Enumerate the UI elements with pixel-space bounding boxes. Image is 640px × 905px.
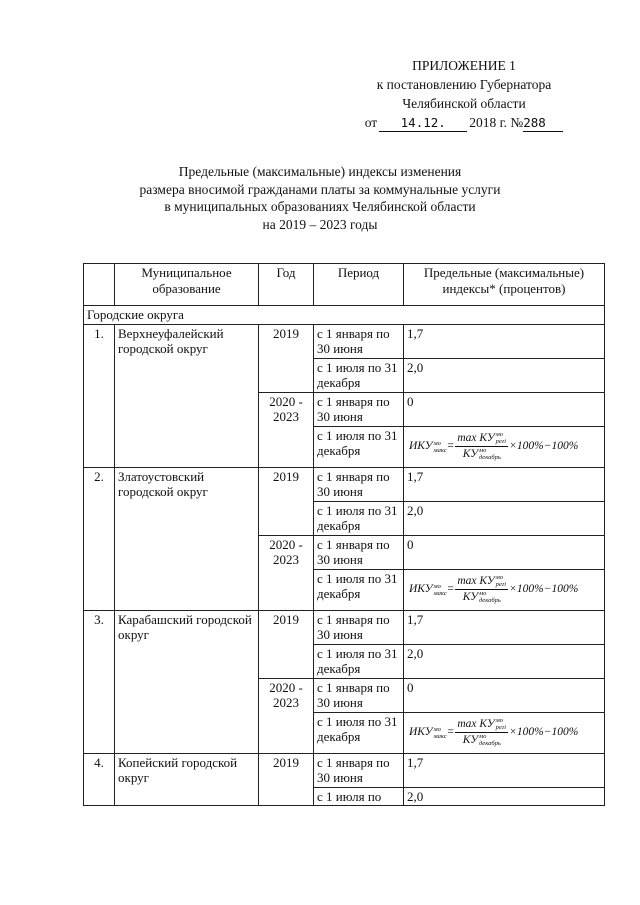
period-cell: с 1 июля по (314, 787, 404, 806)
formula-lhs-sub: макс (433, 446, 447, 454)
formula-den-sub: декабрь (478, 740, 501, 748)
title-line-1: Предельные (максимальные) индексы изменения (178, 164, 462, 179)
index-value: 0 (404, 392, 605, 426)
formula-tail: ×100%−100% (509, 725, 579, 738)
table-row (84, 467, 605, 501)
formula-numerator: max КУ (457, 431, 495, 444)
formula-fraction (455, 717, 508, 749)
formula-tail: ×100%−100% (509, 582, 579, 595)
formula-denominator: КУ (462, 734, 478, 746)
formula-denominator: КУ (462, 448, 478, 460)
period-cell: с 1 июля по 31 декабря (314, 358, 404, 392)
formula-fraction (455, 431, 508, 463)
index-value: 2,0 (404, 787, 605, 806)
date-prefix: от (364, 115, 378, 130)
period-cell: с 1 января по 30 июня (314, 610, 404, 644)
title-line-2: размера вносимой гражданами платы за коммунальные услуги (139, 181, 501, 197)
formula-cell (404, 712, 605, 753)
year-cell: 2020 - 2023 (259, 678, 314, 753)
table-row (84, 324, 605, 358)
period-cell: с 1 января по 30 июня (314, 392, 404, 426)
formula-den-sup: мо (478, 733, 487, 741)
year-cell: 2019 (259, 610, 314, 678)
appendix-block (334, 56, 594, 132)
table-row (84, 610, 605, 644)
period-cell: с 1 января по 30 июня (314, 324, 404, 358)
formula-den-sub: декабрь (478, 454, 501, 462)
table-row (84, 753, 605, 787)
formula-num-sup: мо (495, 430, 504, 438)
period-cell: с 1 января по 30 июня (314, 467, 404, 501)
municipality-name: Карабашский городской округ (115, 610, 259, 753)
formula-den-sub: декабрь (478, 597, 501, 605)
formula-num-sup: мо (495, 716, 504, 724)
formula-numerator: max КУ (457, 574, 495, 587)
row-number: 2. (84, 467, 115, 610)
municipality-name: Копейский городской округ (115, 753, 259, 806)
year-cell: 2019 (259, 753, 314, 806)
appendix-title: ПРИЛОЖЕНИЕ 1 (412, 58, 516, 73)
period-cell: с 1 июля по 31 декабря (314, 712, 404, 753)
index-value: 2,0 (404, 644, 605, 678)
title-line-4: на 2019 – 2023 годы (262, 216, 378, 232)
formula-numerator: max КУ (457, 717, 495, 730)
formula-cell (404, 569, 605, 610)
municipality-name: Златоустовский городской округ (115, 467, 259, 610)
header-no (84, 264, 115, 306)
index-value: 1,7 (404, 610, 605, 644)
formula-num-sub: регі (495, 437, 507, 445)
period-cell: с 1 июля по 31 декабря (314, 426, 404, 467)
row-number: 3. (84, 610, 115, 753)
header-period: Период (314, 264, 404, 306)
year-cell: 2020 - 2023 (259, 392, 314, 467)
section-row (84, 306, 605, 325)
index-value: 0 (404, 535, 605, 569)
appendix-region: Челябинской области (402, 96, 526, 111)
formula-tail: ×100%−100% (509, 439, 579, 452)
appendix-subtitle: к постановлению Губернатора (376, 77, 552, 92)
formula-lhs: ИКУ (409, 582, 433, 595)
formula-lhs-sub: макс (433, 732, 447, 740)
header-index: Предельные (максимальные) индексы* (процентов) (404, 264, 605, 306)
formula-equals: = (446, 725, 455, 738)
index-value: 2,0 (404, 501, 605, 535)
header-municipality: Муниципальное образование (115, 264, 259, 306)
formula-denominator: КУ (462, 591, 478, 603)
section-label: Городские округа (84, 306, 605, 325)
date-mid: 2018 г. № (469, 115, 524, 130)
title-line-3: в муниципальных образованиях Челябинской области (164, 199, 476, 214)
formula-lhs-sup: мо (433, 439, 441, 447)
index-value: 2,0 (404, 358, 605, 392)
indices-table (83, 263, 605, 806)
index-formula (406, 570, 602, 610)
decree-number: 288 (523, 115, 546, 130)
formula-lhs: ИКУ (409, 725, 433, 738)
formula-lhs-sup: мо (433, 582, 441, 590)
formula-num-sup: мо (495, 573, 504, 581)
row-number: 4. (84, 753, 115, 806)
document-title (0, 163, 640, 233)
year-cell: 2020 - 2023 (259, 535, 314, 610)
period-cell: с 1 июля по 31 декабря (314, 501, 404, 535)
formula-lhs-sup: мо (433, 725, 441, 733)
date-value: 14.12. (400, 115, 446, 130)
period-cell: с 1 июля по 31 декабря (314, 569, 404, 610)
period-cell: с 1 января по 30 июня (314, 535, 404, 569)
formula-num-sub: регі (495, 580, 507, 588)
formula-den-sup: мо (478, 447, 487, 455)
formula-num-sub: регі (495, 723, 507, 731)
row-number: 1. (84, 324, 115, 467)
index-formula (406, 427, 602, 467)
formula-lhs: ИКУ (409, 439, 433, 452)
formula-cell (404, 426, 605, 467)
index-formula (406, 713, 602, 753)
index-value: 1,7 (404, 467, 605, 501)
table-header-row (84, 264, 605, 306)
appendix-dateline (334, 113, 594, 132)
period-cell: с 1 января по 30 июня (314, 678, 404, 712)
formula-fraction (455, 574, 508, 606)
year-cell: 2019 (259, 324, 314, 392)
period-cell: с 1 июля по 31 декабря (314, 644, 404, 678)
index-value: 0 (404, 678, 605, 712)
index-value: 1,7 (404, 324, 605, 358)
year-cell: 2019 (259, 467, 314, 535)
formula-lhs-sub: макс (433, 589, 447, 597)
formula-den-sup: мо (478, 590, 487, 598)
period-cell: с 1 января по 30 июня (314, 753, 404, 787)
index-value: 1,7 (404, 753, 605, 787)
municipality-name: Верхнеуфалейский городской округ (115, 324, 259, 467)
formula-equals: = (446, 582, 455, 595)
header-year: Год (259, 264, 314, 306)
formula-equals: = (446, 439, 455, 452)
